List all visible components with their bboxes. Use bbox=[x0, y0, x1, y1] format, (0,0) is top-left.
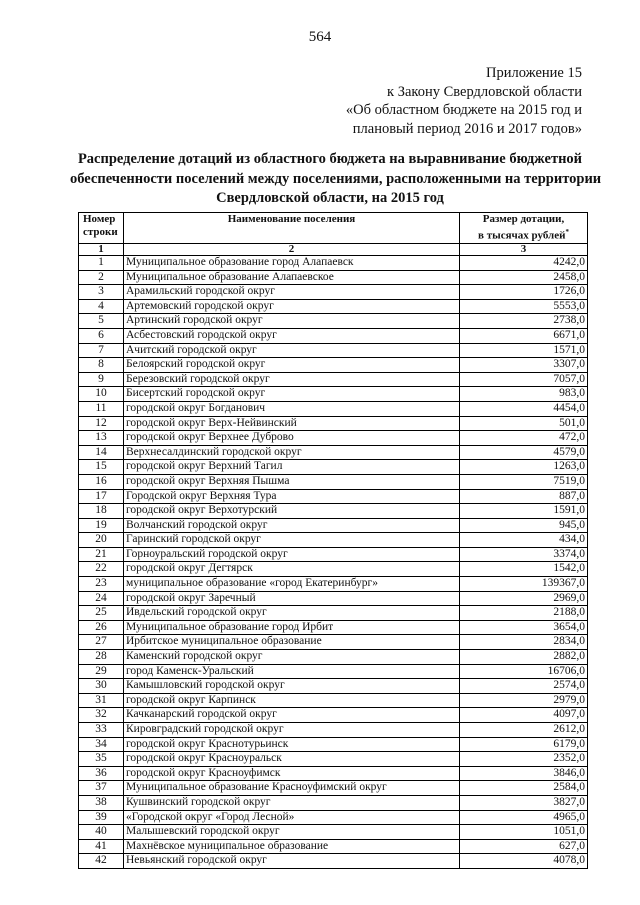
settlement-name-cell: Махнёвское муниципальное образование bbox=[124, 839, 460, 854]
settlement-name-cell: Ачитский городской округ bbox=[124, 343, 460, 358]
table-row bbox=[79, 416, 588, 431]
title-line: Свердловской области, на 2015 год bbox=[216, 190, 444, 206]
subsidy-amount-cell: 139367,0 bbox=[460, 577, 588, 592]
row-number-cell: 7 bbox=[79, 343, 124, 358]
settlement-name-cell: Арамильский городской округ bbox=[124, 285, 460, 300]
table-row bbox=[79, 474, 588, 489]
column-index: 1 bbox=[79, 244, 124, 256]
table-row bbox=[79, 766, 588, 781]
table-row bbox=[79, 723, 588, 738]
table-row bbox=[79, 445, 588, 460]
subsidy-amount-cell: 2738,0 bbox=[460, 314, 588, 329]
settlement-name-cell: Городской округ Верхняя Тура bbox=[124, 489, 460, 504]
table-header-row bbox=[79, 213, 588, 244]
subsidy-amount-cell: 2882,0 bbox=[460, 650, 588, 665]
row-number-cell: 10 bbox=[79, 387, 124, 402]
row-number-cell: 35 bbox=[79, 752, 124, 767]
row-number-cell: 41 bbox=[79, 839, 124, 854]
subsidy-amount-cell: 1263,0 bbox=[460, 460, 588, 475]
settlement-name-cell: Муниципальное образование Алапаевское bbox=[124, 270, 460, 285]
row-number-cell: 39 bbox=[79, 810, 124, 825]
row-number-cell: 4 bbox=[79, 299, 124, 314]
subsidy-amount-cell: 2979,0 bbox=[460, 693, 588, 708]
table-row bbox=[79, 781, 588, 796]
settlement-name-cell: Муниципальное образование город Ирбит bbox=[124, 620, 460, 635]
column-index: 3 bbox=[460, 244, 588, 256]
row-number-cell: 30 bbox=[79, 679, 124, 694]
column-index-row bbox=[79, 244, 588, 256]
row-number-cell: 2 bbox=[79, 270, 124, 285]
subsidy-amount-cell: 1571,0 bbox=[460, 343, 588, 358]
settlement-name-cell: Муниципальное образование Красноуфимский округ bbox=[124, 781, 460, 796]
table-row bbox=[79, 708, 588, 723]
table-row bbox=[79, 679, 588, 694]
subsidy-amount-cell: 501,0 bbox=[460, 416, 588, 431]
row-number-cell: 3 bbox=[79, 285, 124, 300]
subsidy-amount-cell: 2969,0 bbox=[460, 591, 588, 606]
row-number-cell: 34 bbox=[79, 737, 124, 752]
row-number-cell: 37 bbox=[79, 781, 124, 796]
row-number-cell: 16 bbox=[79, 474, 124, 489]
row-number-cell: 25 bbox=[79, 606, 124, 621]
settlement-name-cell: городской округ Заречный bbox=[124, 591, 460, 606]
subsidy-amount-cell: 4097,0 bbox=[460, 708, 588, 723]
settlement-name-cell: Ивдельский городской округ bbox=[124, 606, 460, 621]
table-row bbox=[79, 650, 588, 665]
table-row bbox=[79, 387, 588, 402]
table-row bbox=[79, 372, 588, 387]
title-line: обеспеченности поселений между поселениями, расположенными на территории bbox=[70, 170, 602, 187]
subsidy-amount-cell: 3827,0 bbox=[460, 795, 588, 810]
settlement-name-cell: Малышевский городской округ bbox=[124, 825, 460, 840]
document-title bbox=[70, 150, 602, 209]
subsidy-amount-cell: 434,0 bbox=[460, 533, 588, 548]
subsidy-amount-cell: 1051,0 bbox=[460, 825, 588, 840]
settlement-name-cell: городской округ Дегтярск bbox=[124, 562, 460, 577]
subsidy-amount-cell: 1542,0 bbox=[460, 562, 588, 577]
settlement-name-cell: городской округ Верхнее Дуброво bbox=[124, 431, 460, 446]
settlement-name-cell: Белоярский городской округ bbox=[124, 358, 460, 373]
subsidy-amount-cell: 2612,0 bbox=[460, 723, 588, 738]
settlement-name-cell: Асбестовский городской округ bbox=[124, 328, 460, 343]
subsidy-amount-cell: 4965,0 bbox=[460, 810, 588, 825]
row-number-cell: 33 bbox=[79, 723, 124, 738]
appendix-line: плановый период 2016 и 2017 годов» bbox=[352, 120, 582, 137]
header-row-number: Номер строки bbox=[79, 213, 124, 244]
table-row bbox=[79, 299, 588, 314]
table-row bbox=[79, 620, 588, 635]
subsidy-amount-cell: 16706,0 bbox=[460, 664, 588, 679]
table-row bbox=[79, 591, 588, 606]
table-row bbox=[79, 577, 588, 592]
row-number-cell: 11 bbox=[79, 401, 124, 416]
subsidy-amount-cell: 2188,0 bbox=[460, 606, 588, 621]
row-number-cell: 36 bbox=[79, 766, 124, 781]
table-row bbox=[79, 328, 588, 343]
subsidy-amount-cell: 945,0 bbox=[460, 518, 588, 533]
row-number-cell: 12 bbox=[79, 416, 124, 431]
subsidy-amount-cell: 472,0 bbox=[460, 431, 588, 446]
subsidy-amount-cell: 627,0 bbox=[460, 839, 588, 854]
table-row bbox=[79, 606, 588, 621]
row-number-cell: 18 bbox=[79, 504, 124, 519]
subsidy-amount-cell: 4078,0 bbox=[460, 854, 588, 869]
row-number-cell: 17 bbox=[79, 489, 124, 504]
row-number-cell: 20 bbox=[79, 533, 124, 548]
subsidy-amount-cell: 2574,0 bbox=[460, 679, 588, 694]
table-row bbox=[79, 314, 588, 329]
subsidy-amount-cell: 7519,0 bbox=[460, 474, 588, 489]
subsidy-amount-cell: 5553,0 bbox=[460, 299, 588, 314]
subsidy-amount-cell: 2352,0 bbox=[460, 752, 588, 767]
settlement-name-cell: Ирбитское муниципальное образование bbox=[124, 635, 460, 650]
table-row bbox=[79, 460, 588, 475]
table-row bbox=[79, 839, 588, 854]
settlement-name-cell: городской округ Верхняя Пышма bbox=[124, 474, 460, 489]
table-row bbox=[79, 285, 588, 300]
settlement-name-cell: городской округ Богданович bbox=[124, 401, 460, 416]
row-number-cell: 27 bbox=[79, 635, 124, 650]
table-row bbox=[79, 854, 588, 869]
table-row bbox=[79, 737, 588, 752]
settlement-name-cell: Качканарский городской округ bbox=[124, 708, 460, 723]
settlement-name-cell: Гаринский городской округ bbox=[124, 533, 460, 548]
appendix-line: Приложение 15 bbox=[486, 65, 582, 81]
table-row bbox=[79, 547, 588, 562]
row-number-cell: 29 bbox=[79, 664, 124, 679]
table-row bbox=[79, 518, 588, 533]
row-number-cell: 21 bbox=[79, 547, 124, 562]
row-number-cell: 1 bbox=[79, 256, 124, 271]
settlement-name-cell: Невьянский городской округ bbox=[124, 854, 460, 869]
row-number-cell: 15 bbox=[79, 460, 124, 475]
row-number-cell: 14 bbox=[79, 445, 124, 460]
subsidy-amount-cell: 2834,0 bbox=[460, 635, 588, 650]
page-number: 564 bbox=[308, 29, 332, 45]
table-row bbox=[79, 431, 588, 446]
table-row bbox=[79, 358, 588, 373]
appendix-line: к Закону Свердловской области bbox=[387, 83, 582, 100]
settlement-name-cell: Волчанский городской округ bbox=[124, 518, 460, 533]
settlement-name-cell: муниципальное образование «город Екатеринбург» bbox=[124, 577, 460, 592]
table-row bbox=[79, 256, 588, 271]
settlement-name-cell: городской округ Красноуфимск bbox=[124, 766, 460, 781]
settlement-name-cell: городской округ Верхотурский bbox=[124, 504, 460, 519]
subsidy-amount-cell: 3307,0 bbox=[460, 358, 588, 373]
row-number-cell: 6 bbox=[79, 328, 124, 343]
row-number-cell: 13 bbox=[79, 431, 124, 446]
row-number-cell: 5 bbox=[79, 314, 124, 329]
table-row bbox=[79, 825, 588, 840]
settlement-name-cell: Верхнесалдинский городской округ bbox=[124, 445, 460, 460]
subsidy-amount-cell: 3374,0 bbox=[460, 547, 588, 562]
row-number-cell: 42 bbox=[79, 854, 124, 869]
subsidy-amount-cell: 2584,0 bbox=[460, 781, 588, 796]
table-row bbox=[79, 489, 588, 504]
settlement-name-cell: Муниципальное образование город Алапаевск bbox=[124, 256, 460, 271]
row-number-cell: 23 bbox=[79, 577, 124, 592]
table-row bbox=[79, 635, 588, 650]
row-number-cell: 24 bbox=[79, 591, 124, 606]
subsidy-amount-cell: 7057,0 bbox=[460, 372, 588, 387]
settlement-name-cell: городской округ Красноуральск bbox=[124, 752, 460, 767]
settlement-name-cell: город Каменск-Уральский bbox=[124, 664, 460, 679]
table-row bbox=[79, 810, 588, 825]
table-row bbox=[79, 401, 588, 416]
subsidy-amount-cell: 6179,0 bbox=[460, 737, 588, 752]
settlement-name-cell: «Городской округ «Город Лесной» bbox=[124, 810, 460, 825]
subsidy-amount-cell: 983,0 bbox=[460, 387, 588, 402]
settlement-name-cell: городской округ Верхний Тагил bbox=[124, 460, 460, 475]
row-number-cell: 28 bbox=[79, 650, 124, 665]
subsidy-amount-cell: 4579,0 bbox=[460, 445, 588, 460]
subsidy-amount-cell: 2458,0 bbox=[460, 270, 588, 285]
settlement-name-cell: Кушвинский городской округ bbox=[124, 795, 460, 810]
row-number-cell: 19 bbox=[79, 518, 124, 533]
row-number-cell: 8 bbox=[79, 358, 124, 373]
appendix-line: «Об областном бюджете на 2015 год и bbox=[345, 102, 582, 118]
settlement-name-cell: Камышловский городской округ bbox=[124, 679, 460, 694]
subsidy-amount-cell: 3654,0 bbox=[460, 620, 588, 635]
subsidy-amount-cell: 6671,0 bbox=[460, 328, 588, 343]
subsidy-amount-cell: 1726,0 bbox=[460, 285, 588, 300]
settlement-name-cell: Бисертский городской округ bbox=[124, 387, 460, 402]
row-number-cell: 40 bbox=[79, 825, 124, 840]
appendix-block bbox=[346, 64, 582, 138]
subsidy-amount-cell: 4454,0 bbox=[460, 401, 588, 416]
column-index: 2 bbox=[124, 244, 460, 256]
subsidy-amount-cell: 887,0 bbox=[460, 489, 588, 504]
settlement-name-cell: городской округ Карпинск bbox=[124, 693, 460, 708]
row-number-cell: 9 bbox=[79, 372, 124, 387]
settlement-name-cell: Каменский городской округ bbox=[124, 650, 460, 665]
table-row bbox=[79, 693, 588, 708]
row-number-cell: 38 bbox=[79, 795, 124, 810]
table-row bbox=[79, 343, 588, 358]
settlement-name-cell: Кировградский городской округ bbox=[124, 723, 460, 738]
footnote-mark: * bbox=[565, 228, 569, 236]
table-row bbox=[79, 664, 588, 679]
row-number-cell: 22 bbox=[79, 562, 124, 577]
table-row bbox=[79, 562, 588, 577]
subsidy-amount-cell: 3846,0 bbox=[460, 766, 588, 781]
header-settlement-name: Наименование поселения bbox=[124, 213, 460, 244]
settlement-name-cell: городской округ Краснотурьинск bbox=[124, 737, 460, 752]
table-row bbox=[79, 504, 588, 519]
table-row bbox=[79, 533, 588, 548]
row-number-cell: 32 bbox=[79, 708, 124, 723]
settlement-name-cell: Горноуральский городской округ bbox=[124, 547, 460, 562]
table-row bbox=[79, 270, 588, 285]
settlement-name-cell: Артемовский городской округ bbox=[124, 299, 460, 314]
row-number-cell: 31 bbox=[79, 693, 124, 708]
row-number-cell: 26 bbox=[79, 620, 124, 635]
settlement-name-cell: Березовский городской округ bbox=[124, 372, 460, 387]
subsidy-amount-cell: 4242,0 bbox=[460, 256, 588, 271]
subsidy-table bbox=[78, 212, 588, 869]
subsidy-amount-cell: 1591,0 bbox=[460, 504, 588, 519]
settlement-name-cell: Артинский городской округ bbox=[124, 314, 460, 329]
title-line: Распределение дотаций из областного бюджета на выравнивание бюджетной bbox=[77, 151, 583, 167]
settlement-name-cell: городской округ Верх-Нейвинский bbox=[124, 416, 460, 431]
table-row bbox=[79, 752, 588, 767]
table-row bbox=[79, 795, 588, 810]
header-subsidy-amount: Размер дотации, в тысячах рублей* bbox=[460, 213, 588, 244]
